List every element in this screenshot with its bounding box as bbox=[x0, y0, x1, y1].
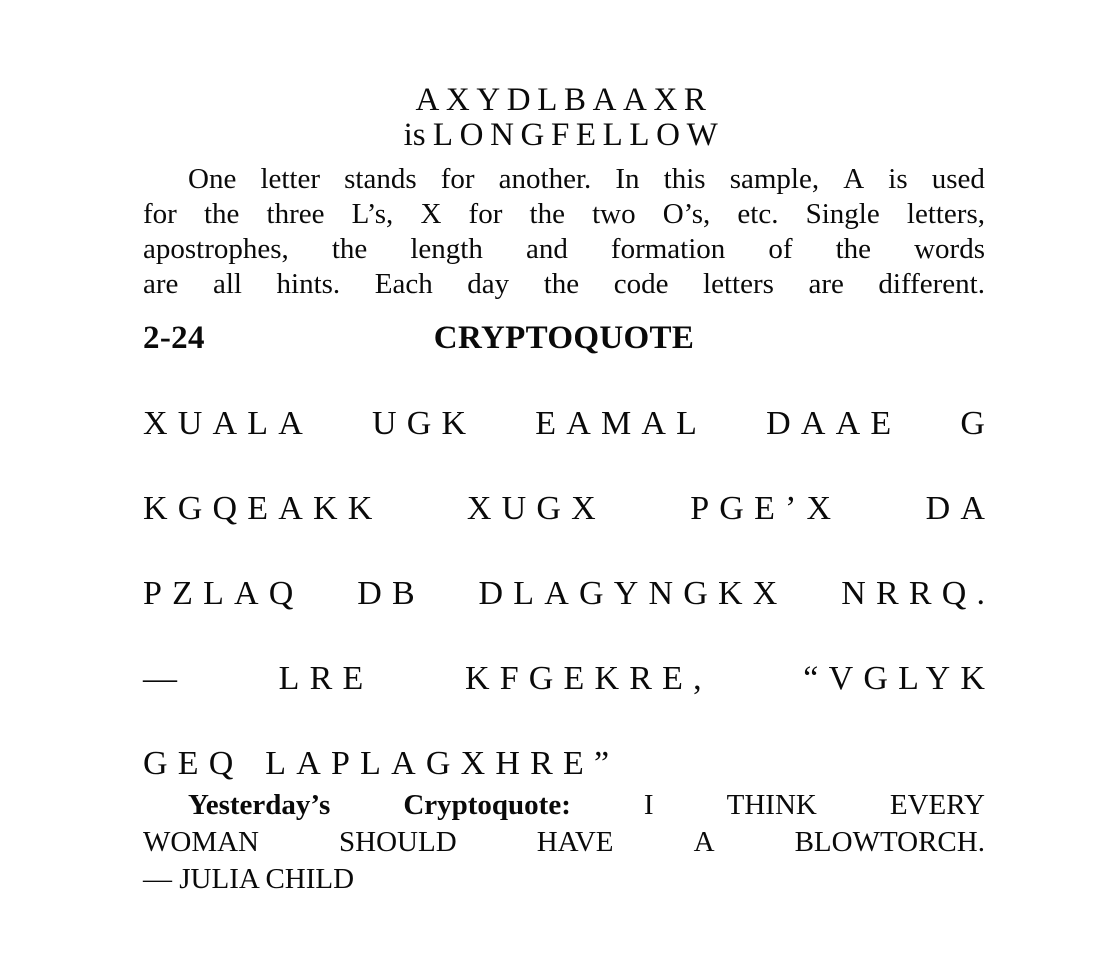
instruction-word: Each bbox=[374, 268, 433, 300]
instruction-word: In bbox=[615, 163, 640, 195]
cryptogram-body bbox=[143, 405, 996, 782]
yesterday-answer bbox=[143, 787, 985, 898]
sample-plain-text: LONGFELLOW bbox=[432, 117, 725, 153]
cipher-word: EAMAL bbox=[535, 405, 708, 442]
cryptogram-line bbox=[143, 746, 985, 781]
instruction-word: the bbox=[529, 198, 565, 230]
cipher-word: XUGX bbox=[466, 490, 606, 527]
yesterday-attribution: — JULIA CHILD bbox=[143, 863, 355, 895]
instruction-word: and bbox=[525, 233, 568, 265]
instruction-word: used bbox=[931, 163, 985, 195]
instruction-word: day bbox=[467, 268, 510, 300]
instruction-word: formation bbox=[610, 233, 726, 265]
yesterday-word: A bbox=[693, 826, 715, 858]
instructions-paragraph bbox=[143, 162, 985, 302]
cipher-word: DLAGYNGKX bbox=[478, 575, 788, 612]
cipher-word: PZLAQ bbox=[143, 575, 304, 612]
cipher-word: XUALA bbox=[143, 405, 313, 442]
instruction-word: etc. bbox=[737, 198, 779, 230]
instruction-word: hints. bbox=[276, 268, 341, 300]
instruction-word: for bbox=[440, 163, 475, 195]
instructions-line bbox=[143, 162, 985, 197]
instruction-word: the bbox=[543, 268, 580, 300]
instruction-word: length bbox=[410, 233, 483, 265]
instruction-word: are bbox=[143, 268, 179, 300]
instruction-word: this bbox=[663, 163, 706, 195]
instruction-word: sample, bbox=[729, 163, 820, 195]
yesterday-word: SHOULD bbox=[339, 826, 457, 858]
sample-plain-line bbox=[143, 118, 985, 153]
instructions-line bbox=[143, 197, 985, 232]
instruction-word: letters bbox=[703, 268, 774, 300]
instruction-word: apostrophes, bbox=[143, 233, 289, 265]
cryptogram-line bbox=[143, 660, 996, 697]
instruction-word: A bbox=[843, 163, 865, 195]
yesterday-word: THINK bbox=[726, 789, 817, 821]
instruction-word: the bbox=[331, 233, 368, 265]
instruction-word: X bbox=[420, 198, 442, 230]
sample-plain-prefix: is bbox=[403, 117, 426, 153]
instruction-word: all bbox=[212, 268, 242, 300]
cipher-word: — bbox=[143, 660, 188, 697]
cryptogram-line bbox=[143, 490, 996, 527]
cryptogram-line bbox=[143, 405, 996, 442]
yesterday-word: Yesterday’s bbox=[188, 789, 331, 821]
instruction-word: letter bbox=[260, 163, 321, 195]
cipher-word: “VGLYK bbox=[803, 660, 996, 697]
instruction-word: are bbox=[808, 268, 844, 300]
puzzle-date: 2-24 bbox=[143, 320, 205, 356]
cipher-word: GEQ bbox=[143, 745, 244, 782]
yesterday-word: Cryptoquote: bbox=[403, 789, 571, 821]
instruction-word: stands bbox=[344, 163, 417, 195]
yesterday-word: EVERY bbox=[889, 789, 985, 821]
cipher-word: G bbox=[960, 405, 996, 442]
instruction-word: L’s, bbox=[351, 198, 394, 230]
instruction-word: the bbox=[835, 233, 872, 265]
instruction-word: another. bbox=[498, 163, 592, 195]
yesterday-word: WOMAN bbox=[143, 826, 259, 858]
cryptogram-line bbox=[143, 575, 996, 612]
instruction-word: for bbox=[143, 198, 177, 230]
cipher-word: DA bbox=[925, 490, 996, 527]
instruction-word: One bbox=[188, 163, 237, 195]
yesterday-line bbox=[143, 787, 985, 824]
cipher-word: PGE’X bbox=[690, 490, 842, 527]
cipher-word: DB bbox=[357, 575, 425, 612]
cipher-word: LAPLAGXHRE” bbox=[265, 745, 620, 782]
instruction-word: two bbox=[592, 198, 636, 230]
cipher-word: LRE bbox=[278, 660, 374, 697]
instruction-word: code bbox=[613, 268, 669, 300]
instruction-word: O’s, bbox=[662, 198, 711, 230]
yesterday-word: I bbox=[643, 789, 654, 821]
instructions-line bbox=[143, 232, 985, 267]
instruction-word: the bbox=[203, 198, 240, 230]
cryptoquote-puzzle-page bbox=[143, 0, 996, 898]
sample-cipher-line bbox=[143, 83, 985, 118]
instruction-word: letters, bbox=[906, 198, 985, 230]
instruction-word: for bbox=[468, 198, 503, 230]
instruction-word: different. bbox=[878, 268, 985, 300]
sample-cipher-text: AXYDLBAAXR bbox=[415, 82, 713, 118]
cipher-word: NRRQ. bbox=[841, 575, 996, 612]
instruction-word: Single bbox=[805, 198, 880, 230]
yesterday-word: BLOWTORCH. bbox=[794, 826, 985, 858]
cipher-word: DAAE bbox=[766, 405, 902, 442]
instruction-word: three bbox=[266, 198, 325, 230]
cipher-word: KGQEAKK bbox=[143, 490, 383, 527]
cipher-word: UGK bbox=[371, 405, 477, 442]
instruction-word: words bbox=[914, 233, 985, 265]
yesterday-line bbox=[143, 824, 985, 861]
cipher-word: KFGEKRE, bbox=[464, 660, 712, 697]
instruction-word: of bbox=[768, 233, 793, 265]
instruction-word: is bbox=[888, 163, 908, 195]
instructions-line bbox=[143, 267, 985, 302]
puzzle-title: CRYPTOQUOTE bbox=[433, 320, 695, 356]
puzzle-header-row bbox=[143, 320, 985, 356]
yesterday-word: HAVE bbox=[536, 826, 614, 858]
